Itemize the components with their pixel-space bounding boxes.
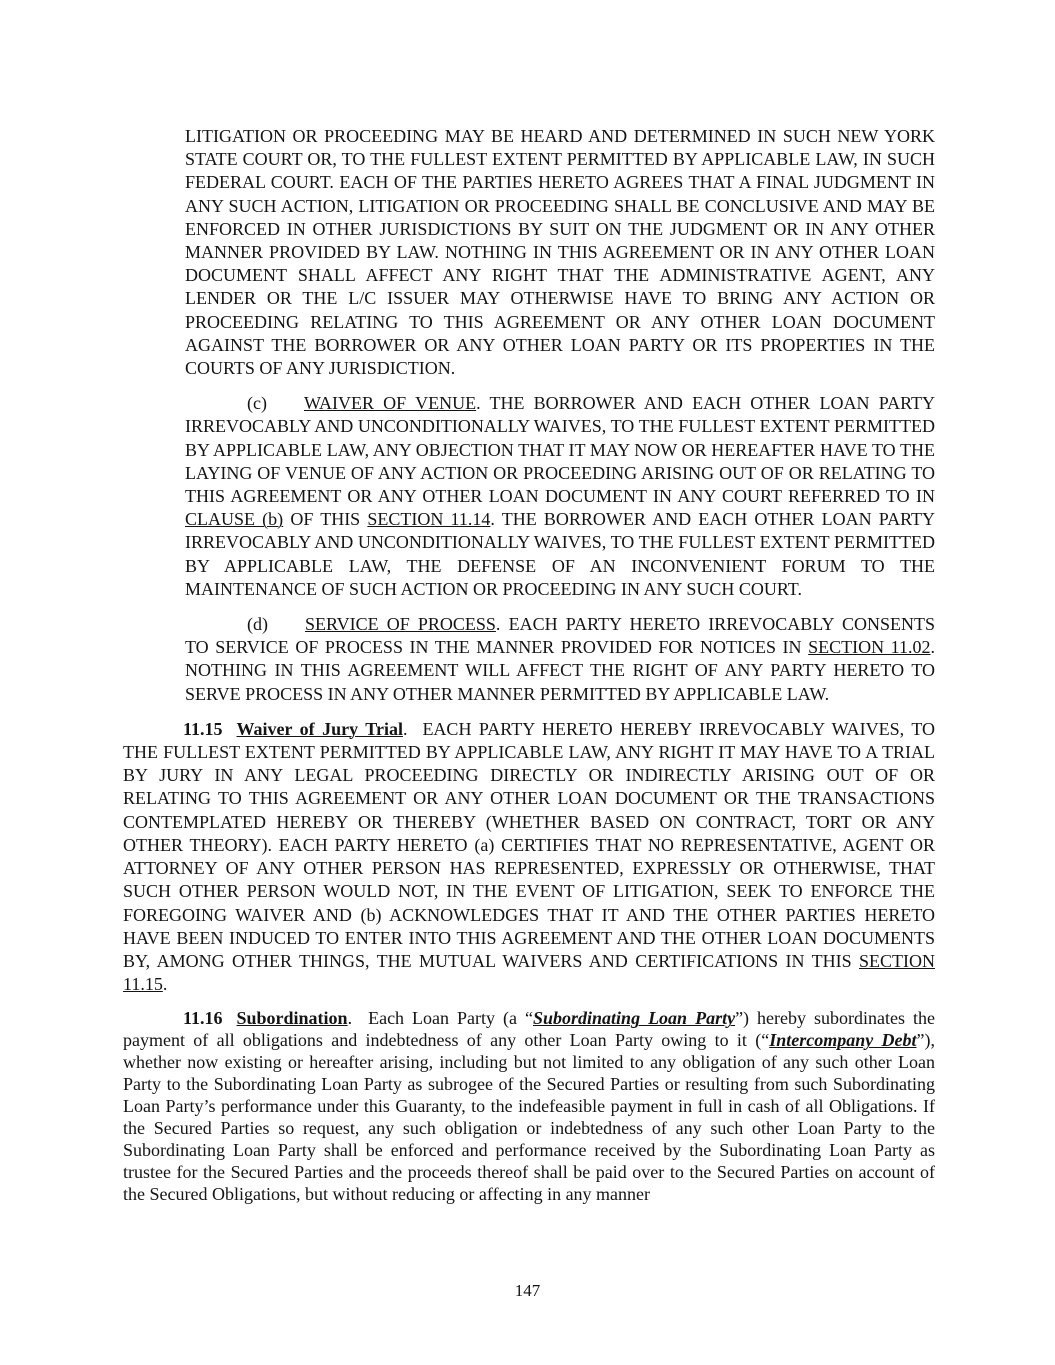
document-body [123, 125, 935, 1205]
section-heading: Waiver of Jury Trial [236, 718, 403, 739]
text-run: . EACH PARTY HERETO HEREBY IRREVOCABLY WAIVES, TO THE FULLEST EXTENT PERMITTED BY APPLICABLE LAW, ANY RIGHT IT MAY HAVE TO A TRIAL BY JURY IN ANY LEGAL PROCEEDING DIRECTLY OR INDIRECTLY ARISING OUT OF OR RELATING TO THIS AGREEMENT OR ANY OTHER LOAN DOCUMENT OR THE TRANSACTIONS CONTEMPLATED HEREBY OR THEREBY (WHETHER BASED ON CONTRACT, TORT OR ANY OTHER THEORY). EACH PARTY HERETO (a) CERTIFIES THAT NO REPRESENTATIVE, AGENT OR ATTORNEY OF ANY OTHER PERSON HAS REPRESENTED, EXPRESSLY OR OTHERWISE, THAT SUCH OTHER PERSON WOULD NOT, IN THE EVENT OF LITIGATION, SEEK TO ENFORCE THE FOREGOING WAIVER AND (b) ACKNOWLEDGES THAT IT AND THE OTHER PARTIES HERETO HAVE BEEN INDUCED TO ENTER INTO THIS AGREEMENT AND THE OTHER LOAN DOCUMENTS BY, AMONG OTHER THINGS, THE MUTUAL WAIVERS AND CERTIFICATIONS IN THIS [123, 718, 935, 971]
section-number: 11.15 [183, 718, 223, 739]
clause-label: (d) [247, 614, 268, 635]
defined-term: Subordinating Loan Party [533, 1008, 736, 1029]
clause-heading: WAIVER OF VENUE [303, 393, 477, 414]
text-run: . THE BORROWER AND EACH OTHER LOAN PARTY IRREVOCABLY AND UNCONDITIONALLY WAIVES, TO THE FULLEST EXTENT PERMITTED BY APPLICABLE LAW, THE DEFENSE OF AN INCONVENIENT FORUM TO THE MAINTENANCE OF SUCH ACTION OR PROCEEDING IN ANY SUCH COURT. [185, 509, 936, 599]
cross-reference: SECTION 11.15 [123, 950, 935, 995]
section-11-15-waiver-of-jury-trial [123, 718, 935, 996]
continuation-jurisdiction-paragraph [185, 125, 935, 380]
page-number: 147 [514, 1281, 541, 1300]
clause-label: (c) [247, 393, 267, 414]
text-run: . [162, 974, 168, 995]
cross-reference: SECTION 11.02 [808, 637, 931, 658]
defined-term: Intercompany Debt [769, 1030, 917, 1051]
text-run: . THE BORROWER AND EACH OTHER LOAN PARTY IRREVOCABLY AND UNCONDITIONALLY WAIVES, TO THE FULLEST EXTENT PERMITTED BY APPLICABLE LAW, ANY OBJECTION THAT IT MAY NOW OR HEREAFTER HAVE TO THE LAYING OF VENUE OF ANY ACTION OR PROCEEDING ARISING OUT OF OR RELATING TO THIS AGREEMENT OR ANY OTHER LOAN DOCUMENT IN ANY COURT REFERRED TO IN [185, 393, 935, 507]
clause-d-service-of-process [185, 613, 935, 706]
section-11-16-subordination [123, 1008, 935, 1205]
text-run: . EACH PARTY HERETO IRREVOCABLY CONSENTS TO SERVICE OF PROCESS IN THE MANNER PROVIDED FOR NOTICES IN [185, 614, 935, 658]
text-run: ”) hereby subordinates the payment of all obligations and indebtedness of any other Loan Party owing to it (“ [123, 1008, 935, 1051]
cross-reference: SECTION 11.14 [367, 509, 491, 530]
text-run: LITIGATION OR PROCEEDING MAY BE HEARD AND DETERMINED IN SUCH NEW YORK STATE COURT OR, TO THE FULLEST EXTENT PERMITTED BY APPLICABLE LAW, IN SUCH FEDERAL COURT. EACH OF THE PARTIES HERETO AGREES THAT A FINAL JUDGMENT IN ANY SUCH ACTION, LITIGATION OR PROCEEDING SHALL BE CONCLUSIVE AND MAY BE ENFORCED IN OTHER JURISDICTIONS BY SUIT ON THE JUDGMENT OR IN ANY OTHER MANNER PROVIDED BY LAW. NOTHING IN THIS AGREEMENT OR IN ANY OTHER LOAN DOCUMENT SHALL AFFECT ANY RIGHT THAT THE ADMINISTRATIVE AGENT, ANY LENDER OR THE L/C ISSUER MAY OTHERWISE HAVE TO BRING ANY ACTION OR PROCEEDING RELATING TO THIS AGREEMENT OR ANY OTHER LOAN DOCUMENT AGAINST THE BORROWER OR ANY OTHER LOAN PARTY OR ITS PROPERTIES IN THE COURTS OF ANY JURISDICTION. [185, 126, 935, 379]
cross-reference: CLAUSE (b) [185, 509, 284, 530]
text-run: . NOTHING IN THIS AGREEMENT WILL AFFECT THE RIGHT OF ANY PARTY HERETO TO SERVE PROCESS IN ANY OTHER MANNER PERMITTED BY APPLICABLE LAW. [185, 637, 935, 704]
text-run: . Each Loan Party (a “ [347, 1008, 534, 1029]
clause-heading: SERVICE OF PROCESS [305, 614, 496, 635]
text-run: ”), whether now existing or hereafter arising, including but not limited to any obligation of any such other Loan Party to the Subordinating Loan Party as subrogee of the Secured Parties or resulting from such Subordinating Loan Party’s performance under this Guaranty, to the indefeasible payment in full in cash of all Obligations. If the Secured Parties so request, any such obligation or indebtedness of any such other Loan Party to the Subordinating Loan Party shall be enforced and performance received by the Subordinating Loan Party as trustee for the Secured Parties and the proceeds thereof shall be paid over to the Secured Parties on account of the Secured Obligations, but without reducing or affecting in any manner [123, 1030, 935, 1204]
section-number: 11.16 [183, 1008, 223, 1029]
text-run: OF THIS [283, 509, 368, 530]
section-heading: Subordination [236, 1008, 348, 1029]
clause-c-waiver-of-venue [185, 392, 935, 601]
